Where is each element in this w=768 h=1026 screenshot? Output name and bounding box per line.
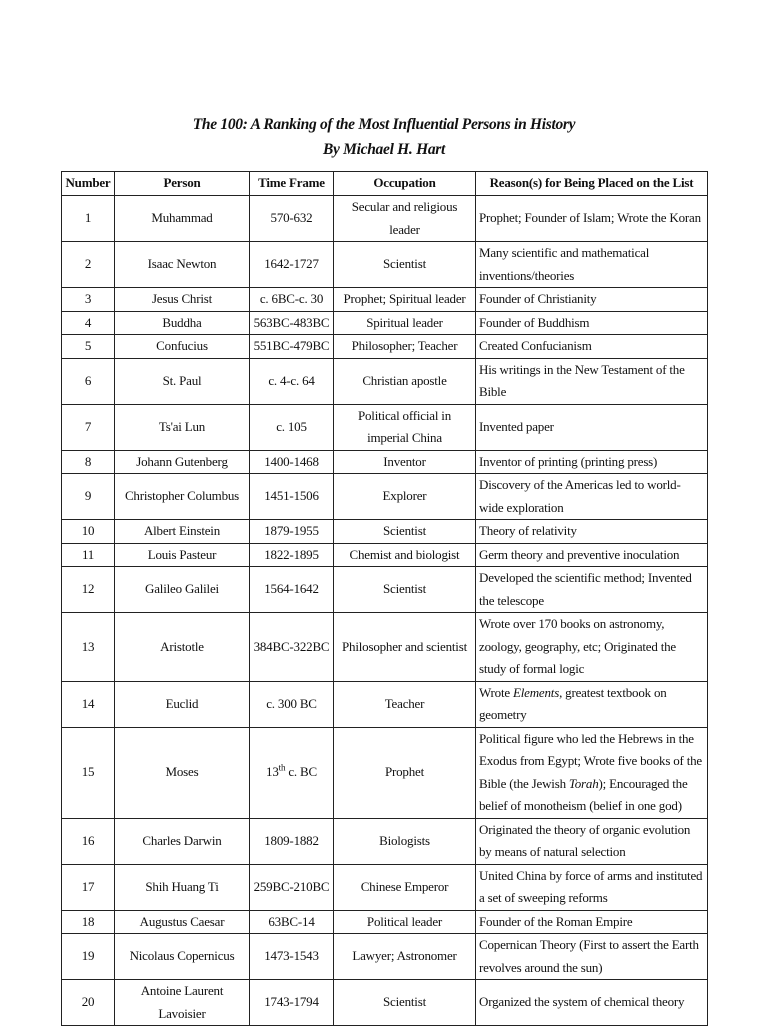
cell-time-frame: 63BC-14 xyxy=(250,910,334,934)
cell-reason: Wrote over 170 books on astronomy, zoology, geography, etc; Originated the study of formal logic xyxy=(476,613,708,682)
table-row xyxy=(62,311,708,335)
table-row xyxy=(62,543,708,567)
cell-time-frame: 1473-1543 xyxy=(250,934,334,980)
cell-person: Moses xyxy=(115,727,250,818)
cell-number: 9 xyxy=(62,474,115,520)
column-header-occupation: Occupation xyxy=(334,172,476,196)
cell-person: Louis Pasteur xyxy=(115,543,250,567)
column-header-reason: Reason(s) for Being Placed on the List xyxy=(476,172,708,196)
cell-occupation: Scientist xyxy=(334,567,476,613)
cell-number: 10 xyxy=(62,520,115,544)
cell-number: 18 xyxy=(62,910,115,934)
book-title: Elements xyxy=(513,684,560,700)
cell-reason: Germ theory and preventive inoculation xyxy=(476,543,708,567)
cell-time-frame: c. 4-c. 64 xyxy=(250,358,334,404)
cell-number: 17 xyxy=(62,864,115,910)
cell-occupation: Christian apostle xyxy=(334,358,476,404)
cell-person: Jesus Christ xyxy=(115,288,250,312)
table-row xyxy=(62,404,708,450)
cell-time-frame: 1809-1882 xyxy=(250,818,334,864)
cell-person: Isaac Newton xyxy=(115,242,250,288)
document-author: By Michael H. Hart xyxy=(322,141,446,158)
cell-reason: Many scientific and mathematical inventions/theories xyxy=(476,242,708,288)
cell-reason: Developed the scientific method; Invented the telescope xyxy=(476,567,708,613)
cell-time-frame: 563BC-483BC xyxy=(250,311,334,335)
cell-occupation: Prophet; Spiritual leader xyxy=(334,288,476,312)
cell-time-frame: 1743-1794 xyxy=(250,980,334,1026)
cell-occupation: Philosopher and scientist xyxy=(334,613,476,682)
cell-number: 11 xyxy=(62,543,115,567)
cell-number: 4 xyxy=(62,311,115,335)
cell-time-frame: 259BC-210BC xyxy=(250,864,334,910)
table-row xyxy=(62,474,708,520)
reason-text: Political figure who led the Hebrews in the Exodus from Egypt; Wrote five books of the Bible (the Jewish xyxy=(479,730,702,791)
table-row xyxy=(62,934,708,980)
cell-number: 7 xyxy=(62,404,115,450)
title-block xyxy=(0,112,768,162)
cell-number: 2 xyxy=(62,242,115,288)
cell-time-frame: 1642-1727 xyxy=(250,242,334,288)
cell-occupation: Spiritual leader xyxy=(334,311,476,335)
cell-time-frame: 1400-1468 xyxy=(250,450,334,474)
cell-occupation: Chinese Emperor xyxy=(334,864,476,910)
table-row xyxy=(62,520,708,544)
cell-person: Galileo Galilei xyxy=(115,567,250,613)
table-body xyxy=(62,196,708,1026)
cell-reason xyxy=(476,727,708,818)
cell-reason: Invented paper xyxy=(476,404,708,450)
table-row xyxy=(62,910,708,934)
cell-time-frame: 1879-1955 xyxy=(250,520,334,544)
cell-occupation: Lawyer; Astronomer xyxy=(334,934,476,980)
cell-number: 12 xyxy=(62,567,115,613)
cell-occupation: Philosopher; Teacher xyxy=(334,335,476,359)
cell-reason: Founder of the Roman Empire xyxy=(476,910,708,934)
reason-text: Wrote xyxy=(479,684,514,700)
cell-number: 1 xyxy=(62,196,115,242)
cell-time-frame: 551BC-479BC xyxy=(250,335,334,359)
table-row xyxy=(62,358,708,404)
cell-reason: Theory of relativity xyxy=(476,520,708,544)
cell-number: 3 xyxy=(62,288,115,312)
cell-reason: Originated the theory of organic evolution by means of natural selection xyxy=(476,818,708,864)
ordinal-suffix: th xyxy=(278,762,286,773)
cell-time-frame: 570-632 xyxy=(250,196,334,242)
cell-reason: His writings in the New Testament of the Bible xyxy=(476,358,708,404)
cell-occupation: Political leader xyxy=(334,910,476,934)
header-row xyxy=(62,172,708,196)
table-row xyxy=(62,818,708,864)
cell-person: Nicolaus Copernicus xyxy=(115,934,250,980)
cell-reason: Discovery of the Americas led to world-wide exploration xyxy=(476,474,708,520)
cell-person: Johann Gutenberg xyxy=(115,450,250,474)
reason-text: , greatest textbook on geometry xyxy=(479,684,667,722)
cell-number: 15 xyxy=(62,727,115,818)
table-row xyxy=(62,567,708,613)
century-number: 13 xyxy=(266,764,279,780)
cell-occupation: Teacher xyxy=(334,681,476,727)
column-header-time-frame: Time Frame xyxy=(250,172,334,196)
cell-reason: Founder of Christianity xyxy=(476,288,708,312)
column-header-number: Number xyxy=(62,172,115,196)
table-row xyxy=(62,242,708,288)
cell-number: 6 xyxy=(62,358,115,404)
cell-person: Muhammad xyxy=(115,196,250,242)
cell-number: 19 xyxy=(62,934,115,980)
cell-person: Shih Huang Ti xyxy=(115,864,250,910)
reason-text: ); Encouraged the belief of monotheism (belief in one god) xyxy=(479,775,688,813)
cell-person: Antoine Laurent Lavoisier xyxy=(115,980,250,1026)
cell-reason: Founder of Buddhism xyxy=(476,311,708,335)
table-row xyxy=(62,450,708,474)
cell-occupation: Chemist and biologist xyxy=(334,543,476,567)
ranking-table xyxy=(61,171,708,1026)
cell-reason: Inventor of printing (printing press) xyxy=(476,450,708,474)
cell-person: Euclid xyxy=(115,681,250,727)
cell-occupation: Scientist xyxy=(334,520,476,544)
cell-number: 8 xyxy=(62,450,115,474)
table-row xyxy=(62,335,708,359)
book-title: Torah xyxy=(568,775,599,791)
cell-occupation: Secular and religious leader xyxy=(334,196,476,242)
table-row xyxy=(62,681,708,727)
cell-occupation: Inventor xyxy=(334,450,476,474)
cell-person: Charles Darwin xyxy=(115,818,250,864)
cell-reason: Created Confucianism xyxy=(476,335,708,359)
century-era: c. BC xyxy=(285,764,317,780)
cell-reason: Prophet; Founder of Islam; Wrote the Koran xyxy=(476,196,708,242)
cell-person: Aristotle xyxy=(115,613,250,682)
document-title: The 100: A Ranking of the Most Influential Persons in History xyxy=(192,116,576,133)
cell-time-frame: 1451-1506 xyxy=(250,474,334,520)
cell-reason: Organized the system of chemical theory xyxy=(476,980,708,1026)
cell-time-frame: c. 105 xyxy=(250,404,334,450)
cell-number: 14 xyxy=(62,681,115,727)
cell-time-frame: 1564-1642 xyxy=(250,567,334,613)
table-row xyxy=(62,613,708,682)
cell-time-frame: c. 6BC-c. 30 xyxy=(250,288,334,312)
cell-time-frame xyxy=(250,727,334,818)
table-row xyxy=(62,980,708,1026)
cell-time-frame: c. 300 BC xyxy=(250,681,334,727)
cell-occupation: Biologists xyxy=(334,818,476,864)
table-row xyxy=(62,288,708,312)
cell-time-frame: 384BC-322BC xyxy=(250,613,334,682)
cell-time-frame: 1822-1895 xyxy=(250,543,334,567)
cell-person: Albert Einstein xyxy=(115,520,250,544)
cell-number: 16 xyxy=(62,818,115,864)
table-row xyxy=(62,196,708,242)
table-row xyxy=(62,864,708,910)
cell-occupation: Scientist xyxy=(334,242,476,288)
cell-occupation: Prophet xyxy=(334,727,476,818)
cell-occupation: Scientist xyxy=(334,980,476,1026)
cell-person: Christopher Columbus xyxy=(115,474,250,520)
cell-person: Ts'ai Lun xyxy=(115,404,250,450)
column-header-person: Person xyxy=(115,172,250,196)
cell-person: Augustus Caesar xyxy=(115,910,250,934)
cell-reason: Copernican Theory (First to assert the Earth revolves around the sun) xyxy=(476,934,708,980)
cell-occupation: Explorer xyxy=(334,474,476,520)
cell-reason: United China by force of arms and instituted a set of sweeping reforms xyxy=(476,864,708,910)
cell-person: St. Paul xyxy=(115,358,250,404)
cell-reason xyxy=(476,681,708,727)
cell-person: Confucius xyxy=(115,335,250,359)
cell-number: 20 xyxy=(62,980,115,1026)
cell-number: 5 xyxy=(62,335,115,359)
cell-person: Buddha xyxy=(115,311,250,335)
cell-occupation: Political official in imperial China xyxy=(334,404,476,450)
cell-number: 13 xyxy=(62,613,115,682)
table-row xyxy=(62,727,708,818)
